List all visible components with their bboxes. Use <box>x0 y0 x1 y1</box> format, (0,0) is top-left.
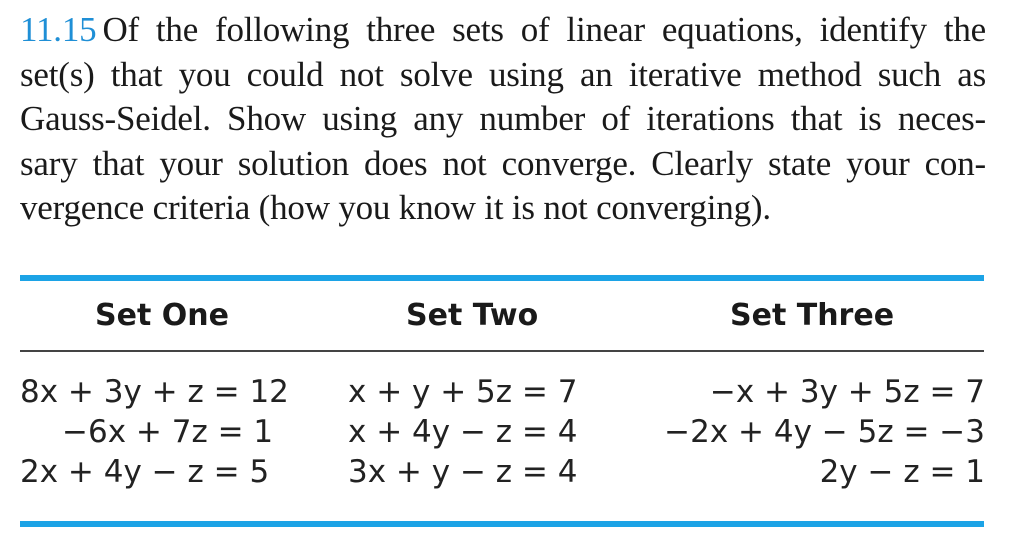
header-set-one: Set One <box>95 298 229 333</box>
set-three-equation-2: −2x + 4y − 5z = −3 <box>664 414 985 450</box>
problem-line-3: Gauss-Seidel. Show using any number of iterations that is neces- <box>20 99 986 138</box>
table-top-rule <box>20 275 984 281</box>
table-bottom-rule <box>20 521 984 527</box>
set-three-equation-1: −x + 3y + 5z = 7 <box>709 374 985 410</box>
problem-line-1 <box>20 8 986 53</box>
set-one-equation-1: 8x + 3y + z = 12 <box>20 374 289 410</box>
set-one-equation-3: 2x + 4y − z = 5 <box>20 454 270 490</box>
set-one-equation-2: −6x + 7z = 1 <box>62 414 274 450</box>
header-set-two: Set Two <box>406 298 539 333</box>
set-two-equation-1: x + y + 5z = 7 <box>348 374 578 410</box>
problem-line-2: set(s) that you could not solve using an iterative method such as <box>20 54 986 94</box>
problem-line-5: vergence criteria (how you know it is not converging). <box>20 188 771 227</box>
set-two-equations <box>348 372 618 492</box>
set-three-equations <box>640 372 985 492</box>
header-rule <box>20 350 984 352</box>
set-one-equations <box>20 372 320 492</box>
header-set-three: Set Three <box>730 298 895 333</box>
set-two-equation-2: x + 4y − z = 4 <box>348 414 578 450</box>
set-two-equation-3: 3x + y − z = 4 <box>348 454 578 490</box>
problem-line-1-text: Of the following three sets of linear equations, identify the <box>102 10 986 49</box>
problem-statement <box>20 8 986 231</box>
set-three-equation-3: 2y − z = 1 <box>819 454 985 490</box>
problem-line-4: sary that your solution does not converge. Clearly state your con- <box>20 143 986 183</box>
problem-number: 11.15 <box>20 10 97 49</box>
